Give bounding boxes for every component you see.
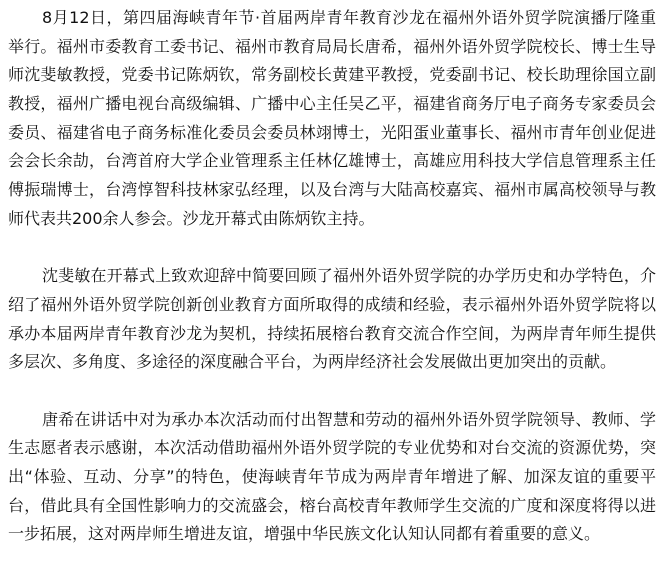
text-line: 唐希在讲话中对为承办本次活动而付出智慧和劳动的福州外语外贸学院领导、教师、学 — [42, 409, 656, 429]
text-line: 师沈斐敏教授，党委书记陈炳钦，常务副校长黄建平教授，党委副书记、校长助理徐国立副 — [8, 65, 656, 85]
text-line: 教授，福州广播电视台高级编辑、广播中心主任吴乙平，福建省商务厅电子商务专家委员会 — [8, 94, 656, 114]
text-line: 会会长余劼，台湾首府大学企业管理系主任林亿雄博士，高雄应用科技大学信息管理系主任 — [8, 151, 656, 171]
text-line: 出“体验、互动、分享”的特色，使海峡青年节成为两岸青年增进了解、加深友谊的重要平 — [8, 467, 656, 486]
text-line: 一步拓展，这对两岸师生增进友谊，增强中华民族文化认知认同都有着重要的意义。 — [8, 524, 601, 544]
text-line: 傅振瑞博士，台湾惇智科技林家弘经理，以及台湾与大陆高校嘉宾、福州市属高校领导与教 — [8, 180, 656, 200]
text-line: 生志愿者表示感谢，本次活动借助福州外语外贸学院的专业优势和对台交流的资源优势，突 — [8, 438, 656, 458]
text-line: 沈斐敏在开幕式上致欢迎辞中简要回顾了福州外语外贸学院的办学历史和办学特色，介 — [42, 266, 656, 286]
text-line: 师代表共200余人参会。沙龙开幕式由陈炳钦主持。 — [8, 208, 375, 228]
text-line: 举行。福州市委教育工委书记、福州市教育局局长唐希，福州外语外贸学院校长、博士生导 — [8, 36, 656, 56]
text-line: 绍了福州外语外贸学院创新创业教育方面所取得的成绩和经验，表示福州外语外贸学院将以 — [8, 294, 656, 314]
paragraph-3 — [8, 406, 656, 549]
text-line: 委员、福建省电子商务标准化委员会委员林翊博士，光阳蛋业董事长、福州市青年创业促进 — [8, 122, 656, 142]
article-body — [8, 4, 656, 578]
text-line: 多层次、多角度、多途径的深度融合平台，为两岸经济社会发展做出更加突出的贡献。 — [8, 352, 617, 372]
text-line: 8月12日，第四届海峡青年节·首届两岸青年教育沙龙在福州外语外贸学院演播厅隆重 — [42, 8, 656, 27]
paragraph-2 — [8, 262, 656, 377]
text-line: 台，借此具有全国性影响力的交流盛会，榕台高校青年教师学生交流的广度和深度将得以进 — [8, 495, 656, 515]
text-line: 承办本届两岸青年教育沙龙为契机，持续拓展榕台教育交流合作空间，为两岸青年师生提供 — [8, 323, 656, 343]
paragraph-1 — [8, 4, 656, 234]
